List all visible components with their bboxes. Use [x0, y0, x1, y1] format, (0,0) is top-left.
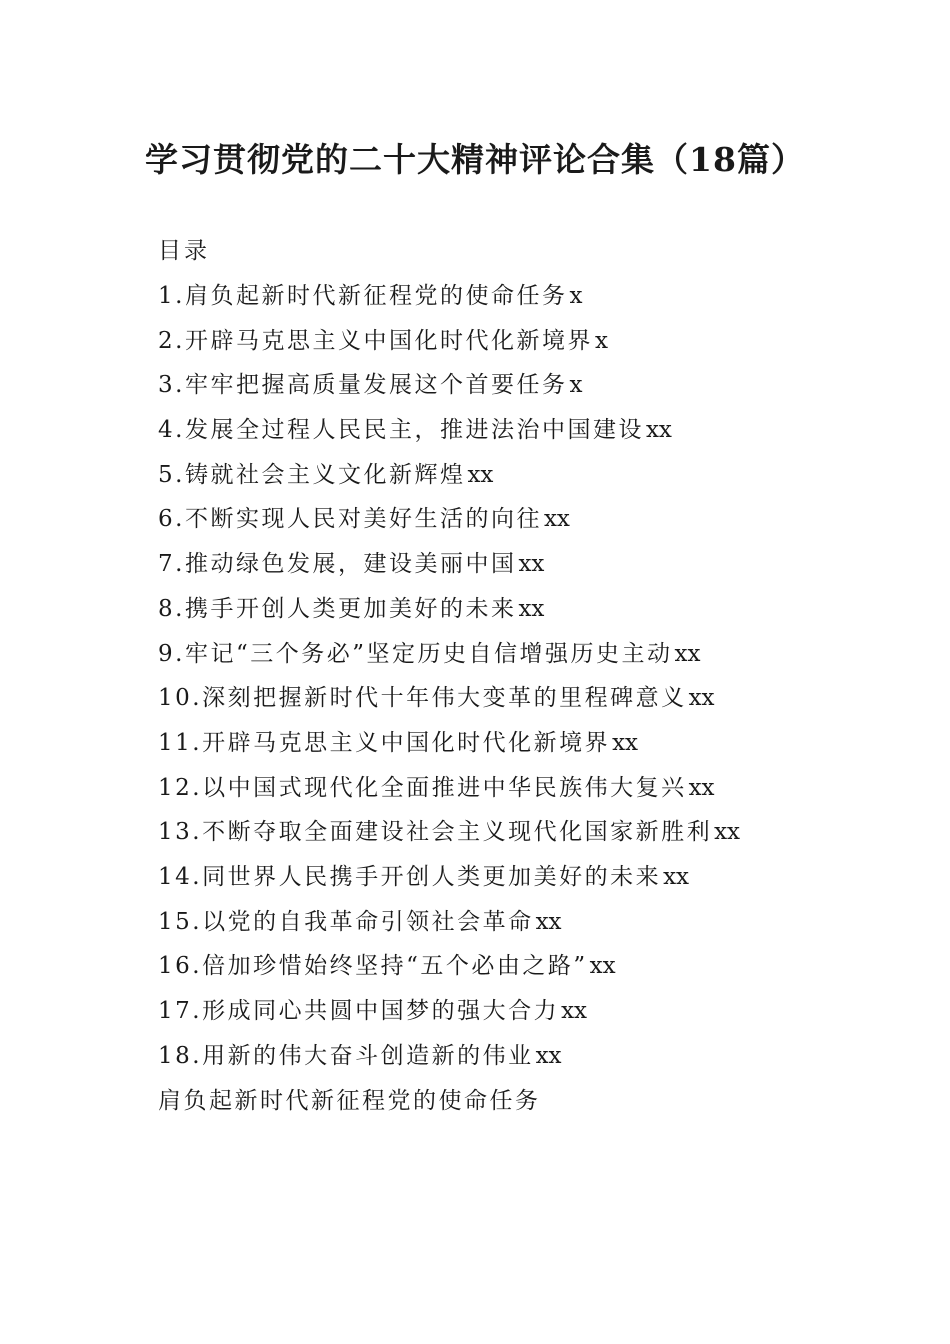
toc-item[interactable]: [158, 949, 740, 994]
toc-item-page: x: [569, 283, 583, 309]
document-title: 学习贯彻党的二十大精神评论合集（18篇）: [145, 140, 805, 179]
toc-item-number: 10.: [158, 685, 203, 712]
toc-item[interactable]: [158, 592, 740, 637]
toc-item-page: xx: [543, 506, 570, 533]
toc-item-text: 不断夺取全面建设社会主义现代化国家新胜利: [202, 819, 713, 846]
toc-heading: 目录: [158, 238, 210, 264]
toc-item-text: 牢牢把握高质量发展这个首要任务: [184, 372, 568, 399]
toc-item[interactable]: [158, 502, 740, 547]
toc-item-number: 11.: [158, 729, 203, 756]
toc-item-number: 9.: [158, 640, 185, 667]
toc-item-text: 形成同心共圆中国梦的强大合力: [202, 998, 560, 1024]
toc-item-page: xx: [518, 595, 545, 622]
toc-item[interactable]: [158, 637, 740, 682]
toc-item-page: xx: [612, 729, 639, 756]
toc-item-page: xx: [561, 998, 588, 1024]
toc-item-number: 12.: [158, 774, 203, 801]
toc-item[interactable]: [158, 726, 740, 771]
toc-item-number: 5.: [158, 461, 185, 488]
toc-item-text: 用新的伟大奋斗创造新的伟业: [202, 1042, 534, 1069]
toc-item-page: xx: [688, 685, 715, 712]
toc-item[interactable]: [158, 860, 740, 905]
toc-item[interactable]: [158, 815, 740, 860]
toc-item[interactable]: [158, 771, 740, 816]
toc-item-page: xx: [714, 819, 741, 846]
toc-item-number: 2.: [158, 327, 185, 354]
toc-item-text: 发展全过程人民民主，推进法治中国建设: [184, 417, 644, 444]
toc-item-page: xx: [645, 417, 672, 444]
toc-item-text: 开辟马克思主义中国化时代化新境界: [202, 729, 611, 756]
toc-item-text: 携手开创人类更加美好的未来: [184, 595, 517, 622]
toc-item[interactable]: [158, 994, 740, 1039]
toc-item-text: 推动绿色发展，建设美丽中国: [184, 551, 517, 578]
toc-item-page: xx: [674, 640, 701, 667]
toc-item-number: 7.: [158, 551, 185, 578]
toc-item[interactable]: [158, 681, 740, 726]
toc-item-text: 以中国式现代化全面推进中华民族伟大复兴: [202, 774, 687, 801]
toc-item[interactable]: [158, 1039, 740, 1084]
toc-item-text: 深刻把握新时代十年伟大变革的里程碑意义: [202, 685, 687, 712]
toc-item-text: 开辟马克思主义中国化时代化新境界: [184, 327, 593, 354]
toc-item-number: 6.: [158, 506, 185, 533]
toc-item-page: xx: [535, 1042, 562, 1069]
toc-item-number: 4.: [158, 417, 185, 444]
toc-item-page: xx: [518, 551, 545, 578]
toc-item-number: 18.: [158, 1042, 203, 1069]
toc-item[interactable]: [158, 547, 740, 592]
toc-item[interactable]: [158, 324, 740, 369]
toc-item-page: xx: [663, 863, 690, 890]
toc-item-page: xx: [589, 953, 616, 980]
toc-item[interactable]: [158, 413, 740, 458]
toc-item-number: 8.: [158, 595, 185, 622]
toc-item-number: 14.: [158, 863, 203, 890]
toc-item[interactable]: [158, 368, 740, 413]
toc-item-page: xx: [535, 908, 562, 935]
toc-item-number: 13.: [158, 819, 203, 846]
toc-item-text: 铸就社会主义文化新辉煌: [184, 461, 466, 488]
toc-item-text: 肩负起新时代新征程党的使命任务: [184, 283, 568, 309]
toc-item-page: x: [569, 372, 583, 399]
toc-item-number: 1.: [158, 283, 185, 309]
toc-item-number: 3.: [158, 372, 185, 399]
toc-item-text: 以党的自我革命引领社会革命: [202, 908, 534, 935]
toc-item-page: xx: [467, 461, 494, 488]
toc-item[interactable]: [158, 905, 740, 950]
toc-item[interactable]: [158, 458, 740, 503]
toc-item-text: 牢记“三个务必”坚定历史自信增强历史主动: [184, 640, 673, 667]
toc-item-text: 不断实现人民对美好生活的向往: [184, 506, 542, 533]
toc-item-page: xx: [688, 774, 715, 801]
toc-item-text: 倍加珍惜始终坚持“五个必由之路”: [202, 953, 588, 980]
first-section-title: 肩负起新时代新征程党的使命任务: [158, 1088, 541, 1114]
toc-item[interactable]: [158, 279, 740, 324]
toc-item-page: x: [594, 327, 608, 354]
toc-item-text: 同世界人民携手开创人类更加美好的未来: [202, 863, 662, 890]
table-of-contents: [158, 279, 740, 1083]
toc-item-number: 16.: [158, 953, 203, 980]
toc-item-number: 17.: [158, 998, 203, 1024]
toc-item-number: 15.: [158, 908, 203, 935]
